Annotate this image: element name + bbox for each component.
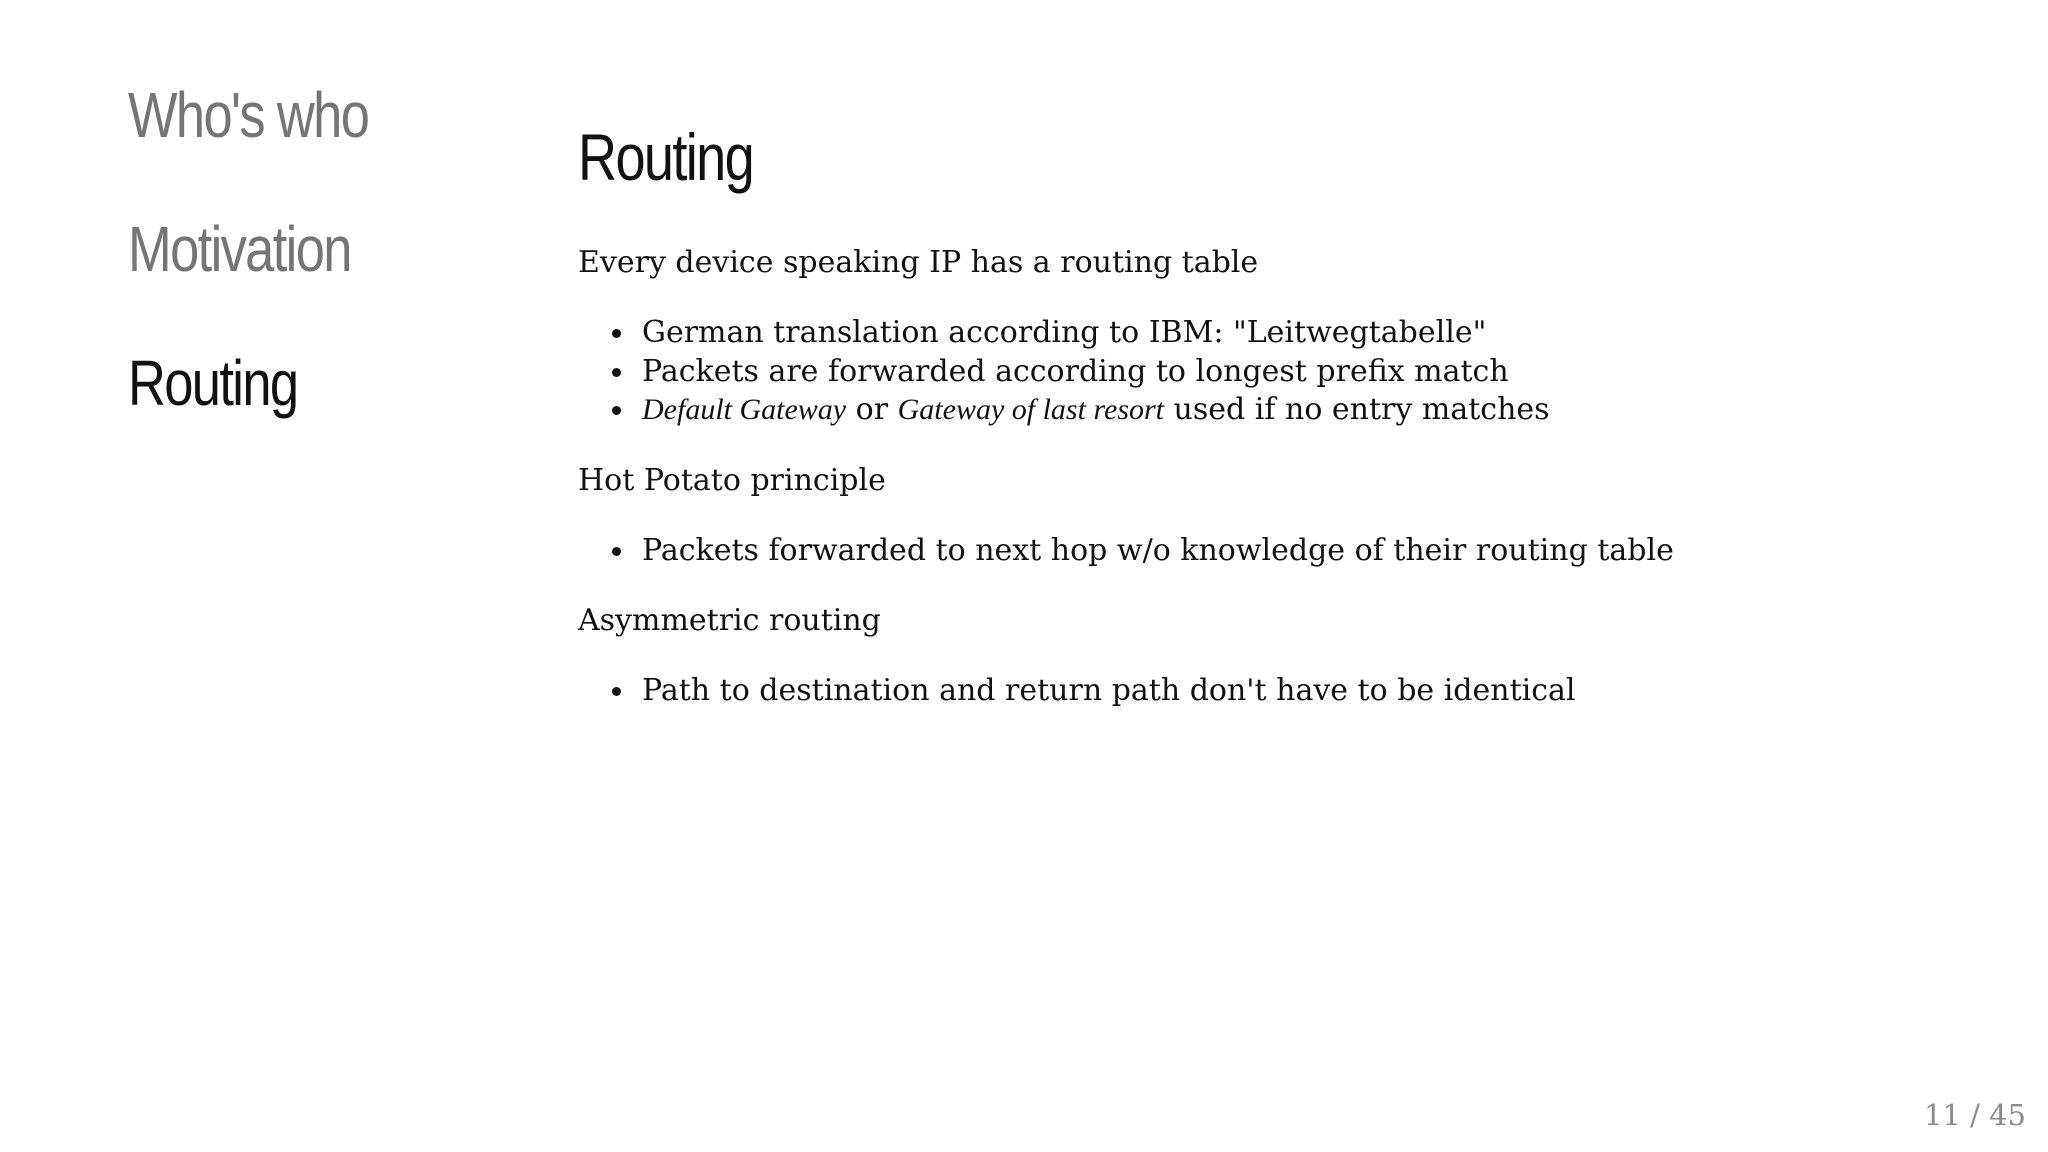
bullet-icon	[612, 687, 621, 696]
list-item-text: Path to destination and return path don't have to be identical	[642, 673, 1576, 708]
list-item	[642, 672, 1878, 711]
section-heading: Every device speaking IP has a routing table	[578, 245, 1259, 280]
list-item-text: Packets are forwarded according to longest prefix match	[642, 353, 1509, 389]
toc-item-motivation[interactable]: Motivation	[128, 213, 351, 285]
toc-item-routing[interactable]: Routing	[128, 347, 298, 419]
table-of-contents	[128, 70, 548, 472]
list-item-text: or	[846, 392, 898, 427]
bullet-icon	[612, 547, 621, 556]
list-item	[642, 353, 1878, 392]
bullet-list	[578, 532, 1878, 571]
list-item	[642, 532, 1878, 571]
list-item	[642, 391, 1878, 430]
section-heading: Asymmetric routing	[578, 603, 881, 638]
toc-item-whos-who[interactable]: Who's who	[128, 79, 369, 151]
emphasis-gateway-last-resort: Gateway of last resort	[897, 393, 1165, 426]
bullet-icon	[612, 329, 621, 338]
list-item-text: used if no entry matches	[1164, 392, 1550, 427]
slide-counter: 11 / 45	[1923, 1098, 2026, 1132]
section-heading: Hot Potato principle	[578, 462, 886, 498]
emphasis-default-gateway: Default Gateway	[642, 393, 847, 426]
bullet-list	[578, 672, 1878, 711]
list-item-text: Packets forwarded to next hop w/o knowledge of their routing table	[642, 532, 1674, 568]
slide-title: Routing	[578, 120, 754, 194]
list-item	[642, 314, 1878, 353]
bullet-list	[578, 314, 1878, 430]
bullet-icon	[612, 406, 621, 415]
slide-content	[578, 112, 1878, 743]
bullet-icon	[612, 368, 621, 377]
list-item-text: German translation according to IBM: "Leitwegtabelle"	[642, 315, 1487, 350]
